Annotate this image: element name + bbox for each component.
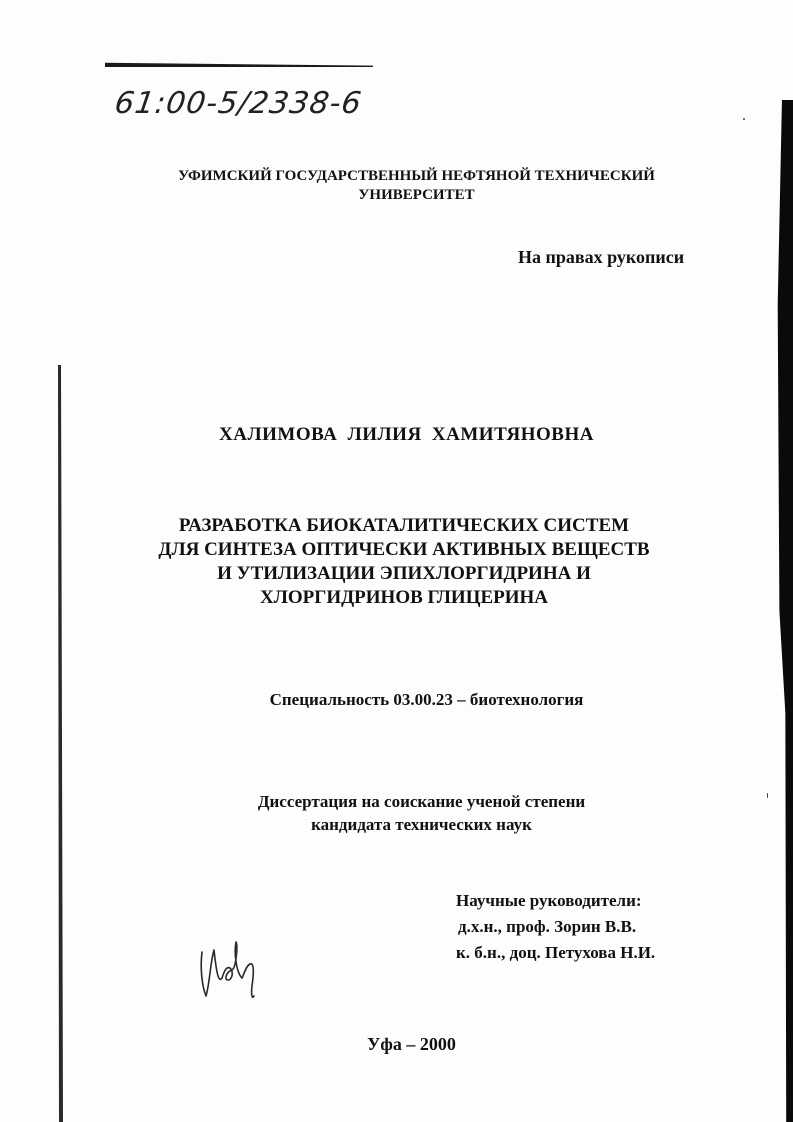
scan-edge-left: [58, 365, 63, 1122]
supervisor-item: к. б.н., доц. Петухова Н.И.: [456, 943, 656, 962]
title-line: И УТИЛИЗАЦИИ ЭПИХЛОРГИДРИНА И: [217, 563, 591, 584]
supervisor-item: д.х.н., проф. Зорин В.В.: [458, 917, 637, 936]
supervisors-block: [456, 888, 655, 966]
scan-speck: [743, 118, 745, 120]
degree-line: Диссертация на соискание ученой степени: [257, 792, 586, 811]
dissertation-title: [15, 514, 793, 610]
supervisors-heading: Научные руководители:: [456, 891, 642, 910]
degree-line: кандидата технических наук: [311, 815, 532, 834]
handwritten-signature: [196, 938, 268, 1002]
scan-edge-top: [105, 60, 373, 67]
title-line: ХЛОРГИДРИНОВ ГЛИЦЕРИНА: [259, 587, 549, 608]
title-line: ДЛЯ СИНТЕЗА ОПТИЧЕСКИ АКТИВНЫХ ВЕЩЕСТВ: [158, 539, 650, 560]
specialty: Специальность 03.00.23 – биотехнология: [269, 690, 584, 709]
archive-number: 61:00-5/2338-6: [112, 86, 365, 121]
city-year: Уфа – 2000: [367, 1034, 456, 1054]
title-line: РАЗРАБОТКА БИОКАТАЛИТИЧЕСКИХ СИСТЕМ: [178, 515, 630, 536]
manuscript-rights: На правах рукописи: [518, 247, 685, 267]
university-line: УНИВЕРСИТЕТ: [358, 187, 475, 203]
university-name: [40, 167, 793, 205]
university-line: УФИМСКИЙ ГОСУДАРСТВЕННЫЙ НЕФТЯНОЙ ТЕХНИЧЕСКИЙ: [178, 168, 655, 184]
degree-statement: [45, 790, 793, 836]
scan-edge-right: [776, 100, 793, 1122]
author-name: ХАЛИМОВА ЛИЛИЯ ХАМИТЯНОВНА: [219, 424, 594, 445]
